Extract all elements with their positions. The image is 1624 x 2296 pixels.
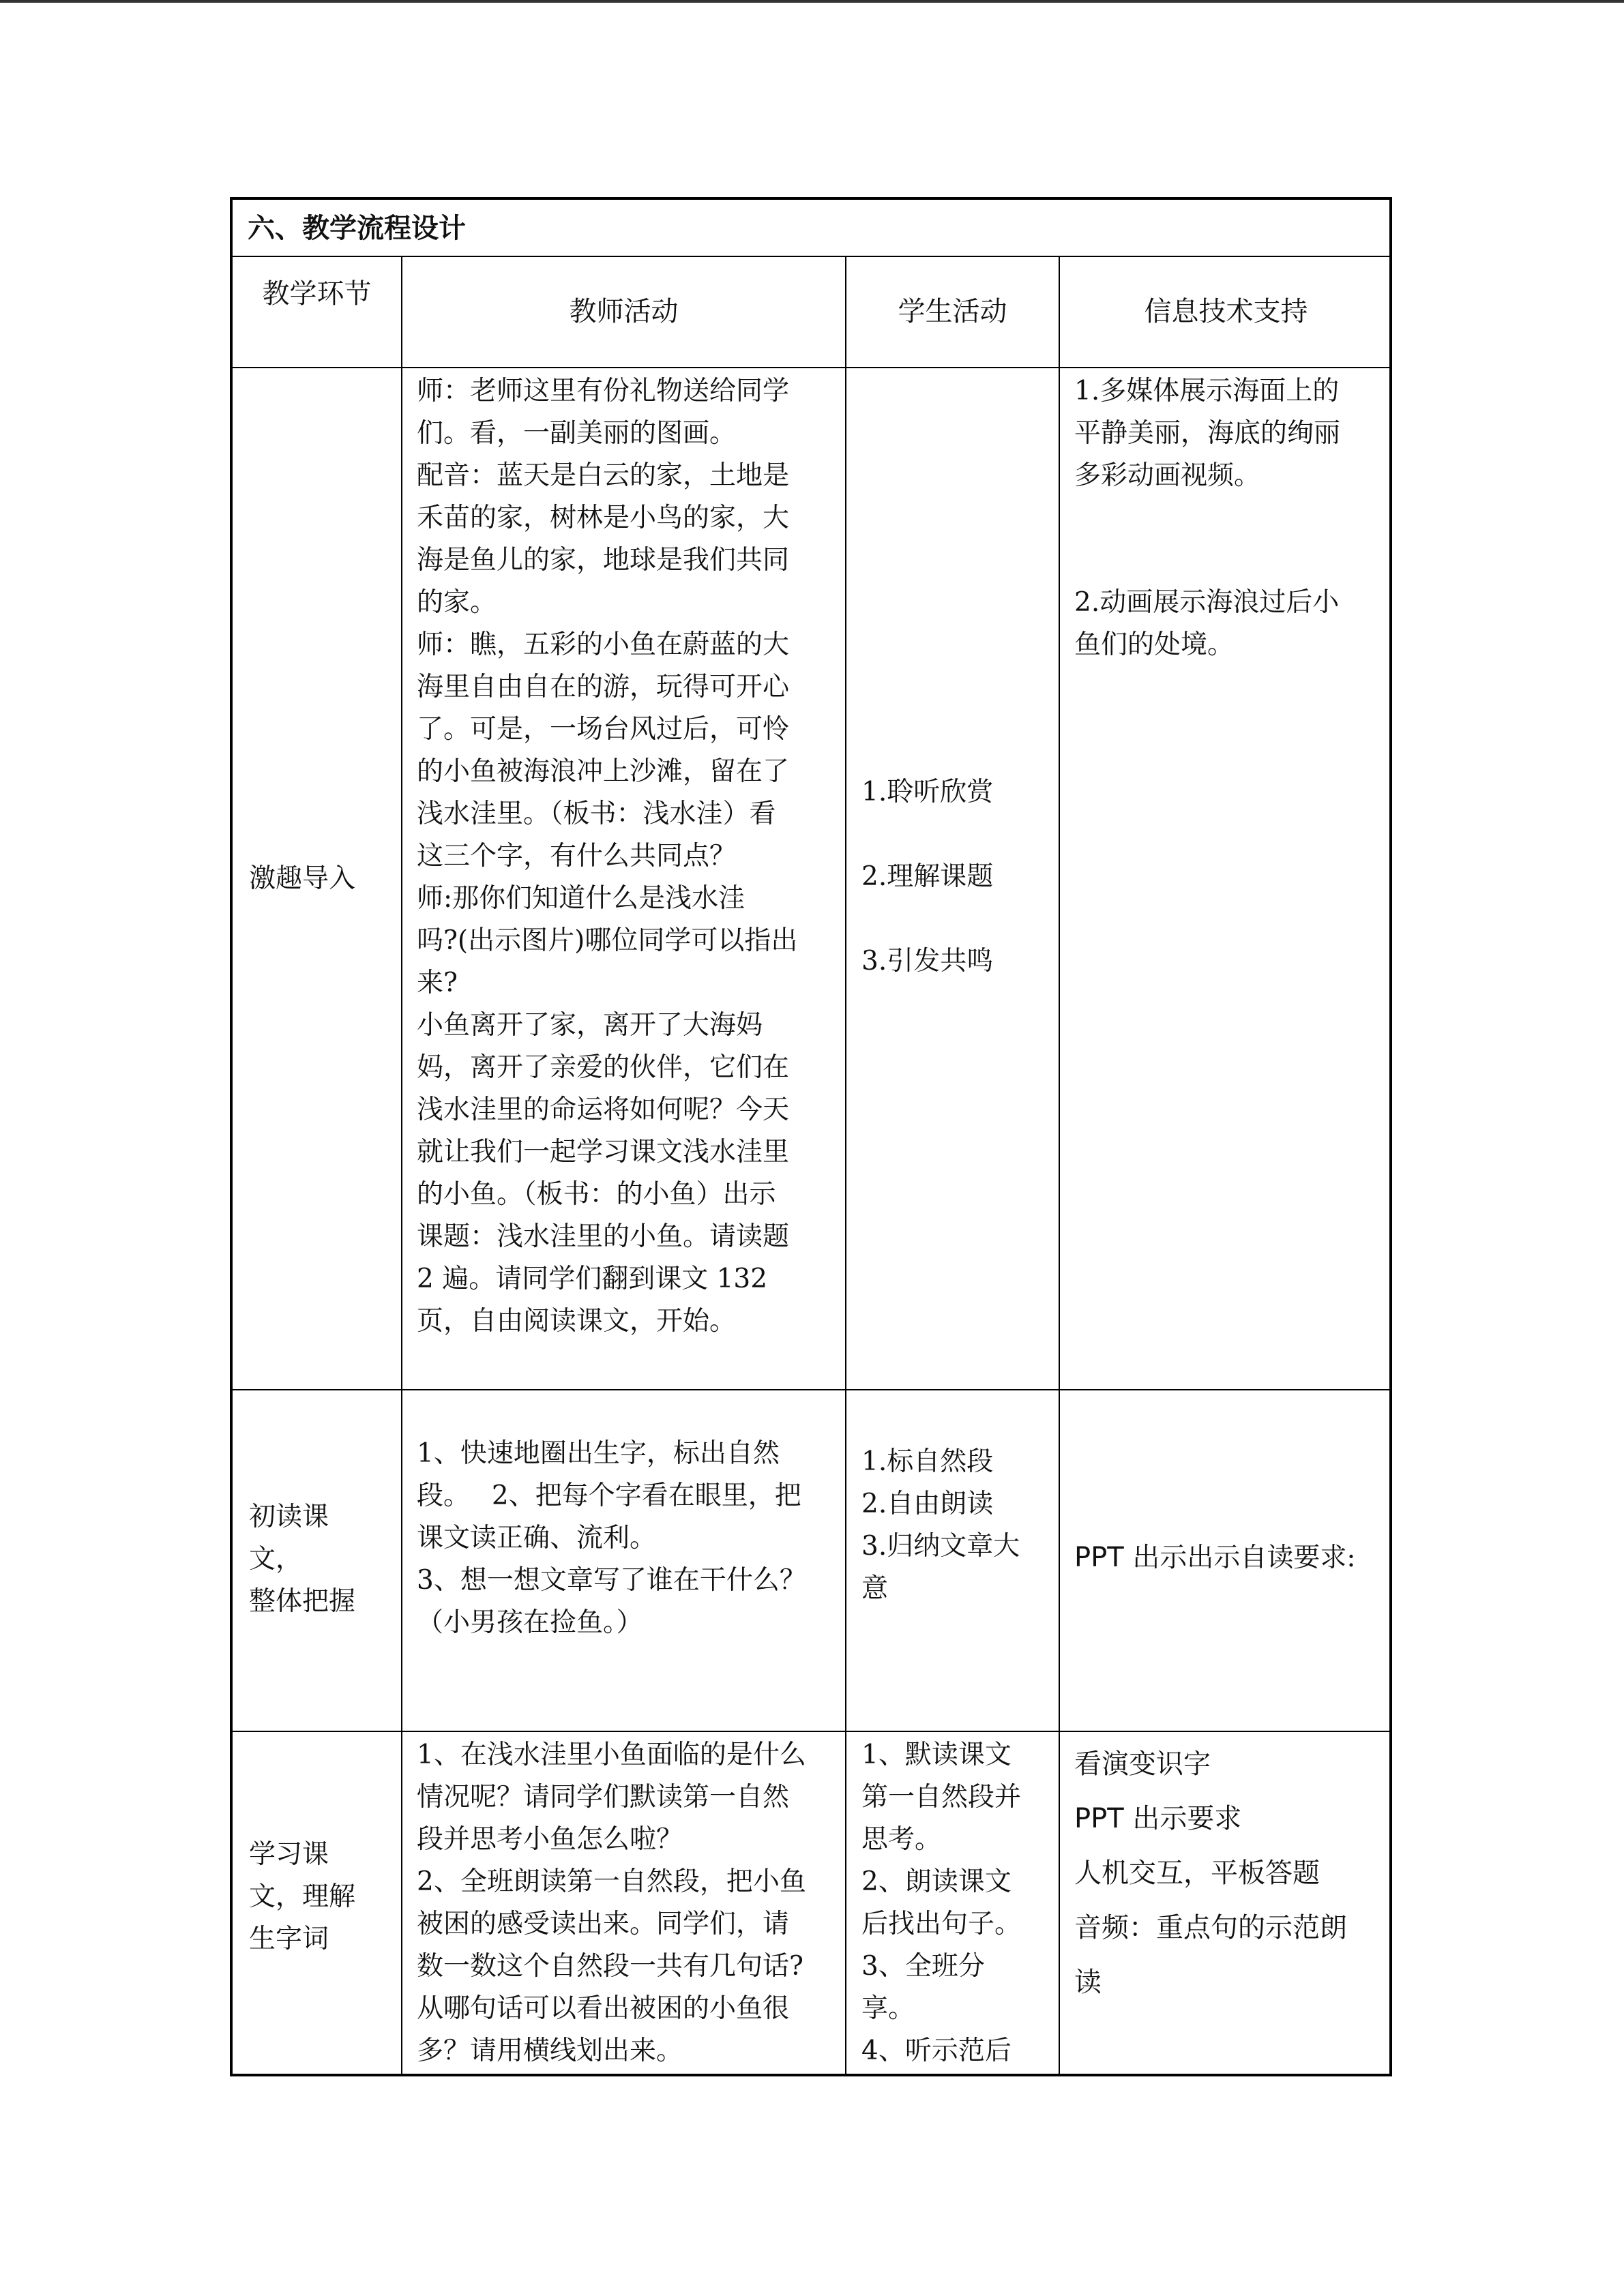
column-divider	[845, 257, 846, 2074]
stage-cell: 激趣导入	[249, 863, 356, 894]
column-divider	[401, 257, 402, 2074]
row-divider	[233, 1731, 1389, 1732]
it-support-prefix: PPT 出示	[1074, 1542, 1187, 1573]
teacher-activity-cell: 1、快速地圈出生字，标出自然 段。 2、把每个字看在眼里，把 课文读正确、流利。 3、想一想文章写了谁在干什么？ （小男孩在捡鱼。）	[417, 1438, 806, 1638]
student-activity-item: 3.引发共鸣	[861, 946, 994, 976]
section-title: 六、教学流程设计	[233, 200, 1389, 257]
row-divider	[233, 367, 1389, 368]
student-activity-item: 1.聆听欣赏	[861, 777, 994, 807]
it-support-cell: 看演变识字 PPT 出示要求 人机交互，平板答题 音频：重点句的示范朗 读	[1074, 1748, 1347, 1998]
teacher-activity-cell: 1、在浅水洼里小鱼面临的是什么 情况呢？请同学们默读第一自然 段并思考小鱼怎么啦？ 2、全班朗读第一自然段，把小鱼 被困的感受读出来。同学们，请 数一数这个自然段一共有几句话? 从哪句话可以看出被困的小鱼很 多？请用横线划出来。	[417, 1740, 806, 2066]
page-top-border	[0, 0, 1624, 3]
header-stage: 教学环节	[262, 278, 372, 310]
row-divider	[233, 1389, 1389, 1390]
it-support-cell: 2.动画展示海浪过后小 鱼们的处境。	[1074, 587, 1340, 660]
teaching-flow-table	[230, 197, 1392, 2076]
student-activity-cell: 1.标自然段 2.自由朗读 3.归纳文章大 意	[861, 1446, 1020, 1604]
it-support-cell: 1.多媒体展示海面上的 平静美丽，海底的绚丽 多彩动画视频。	[1074, 376, 1341, 491]
it-support-suffix: 出示自读要求:	[1187, 1542, 1356, 1573]
header-student-activity: 学生活动	[898, 296, 1007, 327]
column-divider	[1059, 257, 1060, 2074]
header-it-support: 信息技术支持	[1144, 296, 1308, 327]
stage-cell: 学习课 文，理解 生字词	[249, 1839, 356, 1954]
student-activity-item: 2.理解课题	[861, 861, 994, 892]
teacher-activity-cell: 师：老师这里有份礼物送给同学 们。看，一副美丽的图画。 配音：蓝天是白云的家，土地是 禾苗的家，树林是小鸟的家，大 海是鱼儿的家，地球是我们共同 的家。 师：瞧，五彩的小鱼在蔚蓝的大 海里自由自在的游，玩得可开心 了。可是，一场台风过后，可怜 的小鱼被海浪冲上沙滩，留在了 浅水洼里。（板书：浅水洼）看 这三个字，有什么共同点？ 师:那你们知道什么是浅水洼 吗?(出示图片)哪位同学可以指出 来? 小鱼离开了家，离开了大海妈 妈，离开了亲爱的伙伴，它们在 浅水洼里的命运将如何呢？今天 就让我们一起学习课文浅水洼里 的小鱼。（板书：的小鱼）出示 课题：浅水洼里的小鱼。请读题 2 遍。请同学们翻到课文 132 页，自由阅读课文，开始。	[417, 376, 798, 1337]
stage-cell: 初读课 文， 整体把握	[249, 1502, 356, 1617]
header-teacher-activity: 教师活动	[569, 296, 679, 327]
it-support-cell	[1074, 1536, 1388, 1579]
student-activity-cell: 1、默读课文 第一自然段并 思考。 2、朗读课文 后找出句子。 3、全班分 享。 4、听示范后	[861, 1740, 1022, 2066]
